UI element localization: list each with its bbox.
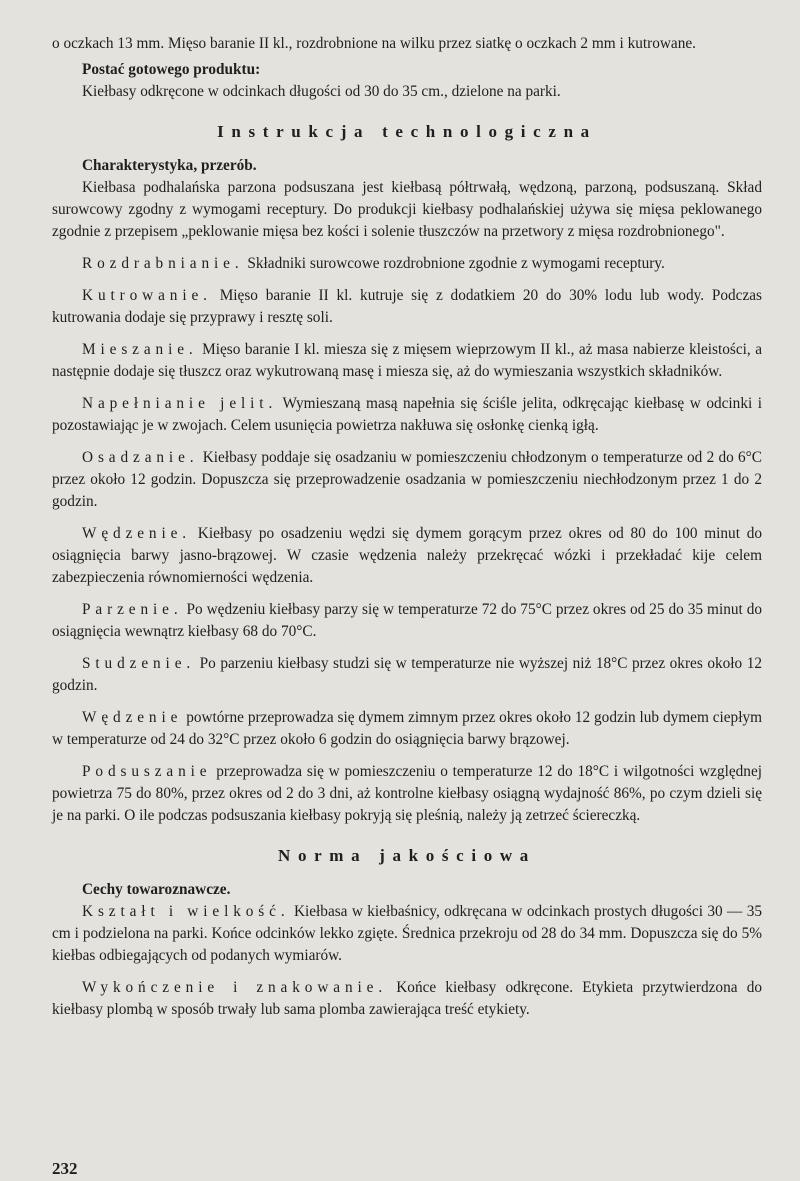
step-wedzenie [52,523,762,589]
step-term: Wędzenie [82,709,183,726]
section-title-instrukcja: Instrukcja technologiczna [217,122,597,141]
step-osadzanie [52,447,762,513]
step-text: Wymieszaną masą napełnia się ściśle jelita, odkręcając kiełbasę w odcinki i pozostawiając je w zwojach. Celem usunięcia powietrza nakłuwa się osłonkę cienką igłą. [52,395,763,434]
step-text: Po wędzeniu kiełbasy parzy się w temperaturze 72 do 75°C przez okres od 25 do 35 minut do osiągnięcia wewnątrz kiełbasy 68 do 70°C. [52,601,762,640]
step-text: przeprowadza się w pomieszczeniu o temperaturze 12 do 18°C i wilgotności względnej powietrza 75 do 80%, przez okres od 2 do 3 dni, aż kontrolne kiełbasy osiągną wydajność 86%, po czym dzieli się je na parki. O ile podczas podsuszania kiełbasy pokryją się pleśnią, należy ją zetrzeć ściereczką. [52,763,762,824]
features-label: Cechy towaroznawcze. [82,881,231,898]
step-term: Kutrowanie. [82,287,212,304]
item-ksztalt [52,901,762,967]
step-text: Składniki surowcowe rozdrobnione zgodnie z wymogami receptury. [243,255,665,272]
step-mieszanie [52,339,762,383]
step-text: Mięso baranie II kl. kutruje się z dodatkiem 20 do 30% lodu lub wody. Podczas kutrowania dodaje się przyprawy i resztę soli. [52,287,762,326]
step-term: Wędzenie. [82,525,192,542]
item-term: Wykończenie i znakowanie. [82,979,388,996]
section-title-norma: Norma jakościowa [278,846,536,865]
finished-product-text: Kiełbasy odkręcone w odcinkach długości od 30 do 35 cm., dzielone na parki. [82,83,561,100]
step-term: Studzenie. [82,655,196,672]
item-text: Kiełbasa w kiełbaśnicy, odkręcana w odcinkach prostych długości 30 — 35 cm i podzielona na parki. Końce odcinków lekko zgięte. Średnica przekroju od 28 do 34 mm. Dopuszcza się do 5% kiełbas odbiegających od podanych wymiarów. [52,903,762,964]
step-term: Mieszanie. [82,341,198,358]
step-text: Kiełbasy po osadzeniu wędzi się dymem gorącym przez okres od 80 do 100 minut do osiągnięcia barwy jasno-brązowej. W czasie wędzenia należy przekręcać wózki i przekładać kije celem zabezpieczenia równomierności wędzenia. [52,525,762,586]
step-term: Napełnianie jelit. [82,395,278,412]
step-napelnianie [52,393,762,437]
step-studzenie [52,653,762,697]
step-rozdrabnianie [52,253,762,275]
step-podsuszanie [52,761,762,827]
intro-paragraph: o oczkach 13 mm. Mięso baranie II kl., rozdrobnione na wilku przez siatkę o oczkach 2 mm i kutrowane. [52,35,696,52]
characteristics-label: Charakterystyka, przerób. [82,157,257,174]
step-term: Osadzanie. [82,449,199,466]
item-text: Końce kiełbasy odkręcone. Etykieta przytwierdzona do kiełbasy plombą w sposób trwały lub sama plomba zawierająca treść etykiety. [52,979,762,1018]
step-text: Mięso baranie I kl. miesza się z mięsem wieprzowym II kl., aż masa nabierze kleistości, a następnie dodaje się tłuszcz oraz wykutrowaną masę i miesza się, aż do wymieszania wszystkich składników. [52,341,762,380]
item-term: Kształt i wielkość. [82,903,290,920]
step-term: Parzenie. [82,601,183,618]
page-number: 232 [52,1159,78,1178]
finished-product-label: Postać gotowego produktu: [82,61,261,78]
step-wedzenie-powtorne [52,707,762,751]
step-kutrowanie [52,285,762,329]
characteristics-text: Kiełbasa podhalańska parzona podsuszana jest kiełbasą półtrwałą, wędzoną, parzoną, podsuszaną. Skład surowcowy zgodny z wymogami receptury. Do produkcji kiełbasy podhalańskiej używa się mięsa peklowanego zgodnie z przepisem „peklowanie mięsa bez kości i solenie tłuszczów na przetwory z mięsa rozdrobnionego". [52,179,762,240]
item-wykonczenie [52,977,762,1021]
step-text: powtórne przeprowadza się dymem zimnym przez okres około 12 godzin lub dymem ciepłym w temperaturze od 24 do 32°C przez około 6 godzin do osiągnięcia barwy brązowej. [52,709,762,748]
step-term: Podsuszanie [82,763,212,780]
step-text: Kiełbasy poddaje się osadzaniu w pomieszczeniu chłodzonym o temperaturze od 2 do 6°C przez około 12 godzin. Dopuszcza się przeprowadzenie osadzania w pomieszczeniu niechłodzonym przez 1 do 2 godzin. [52,449,762,510]
step-parzenie [52,599,762,643]
step-term: Rozdrabnianie. [82,255,244,272]
step-text: Po parzeniu kiełbasy studzi się w temperaturze nie wyższej niż 18°C przez okres około 12 godzin. [52,655,762,694]
